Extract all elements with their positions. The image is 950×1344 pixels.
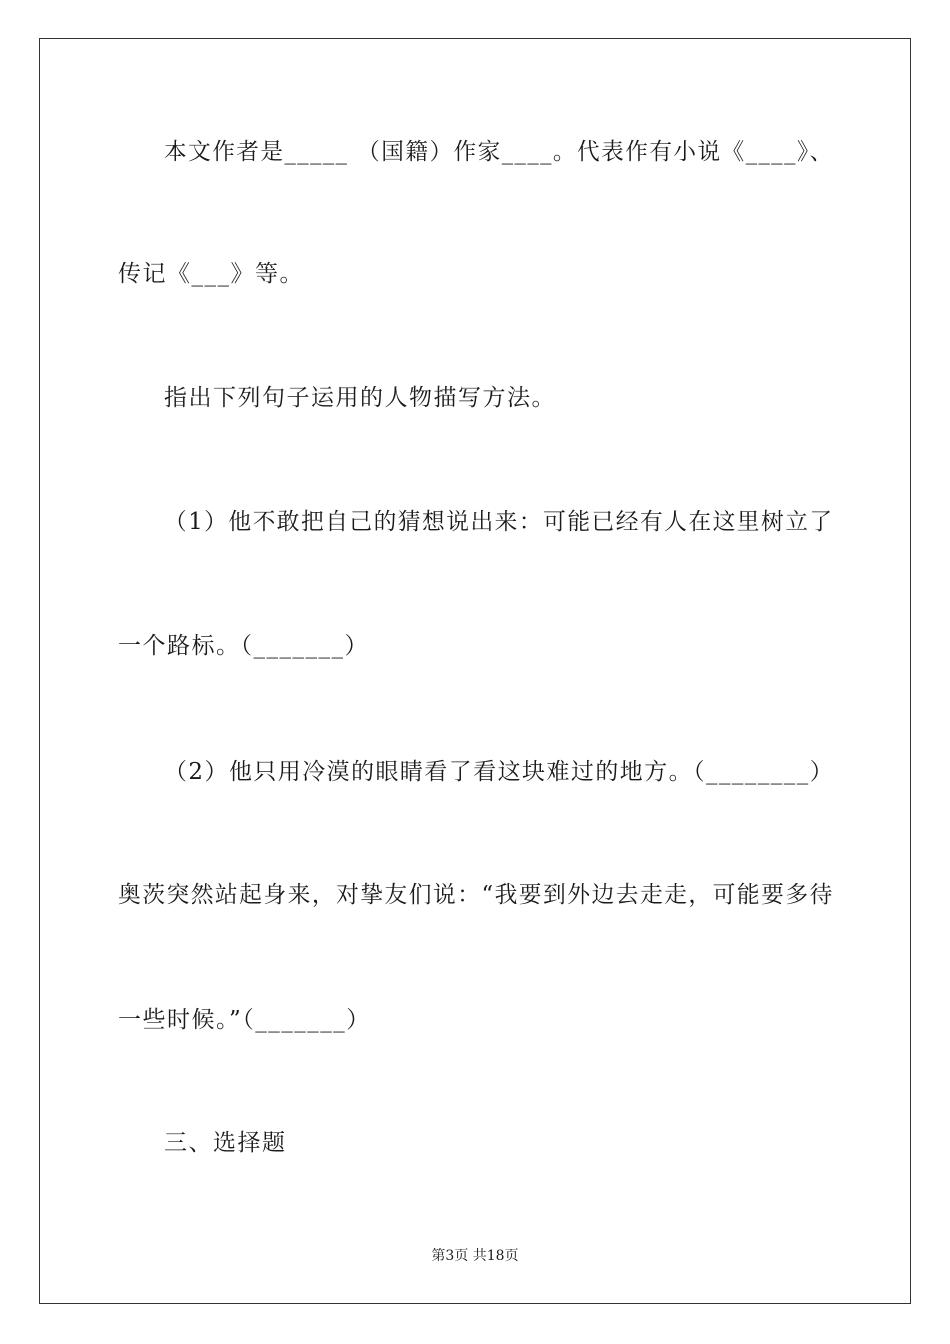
question-3-line-1: 奥茨突然站起身来，对挚友们说：“我要到外边去走走，可能要多待 [118, 882, 834, 908]
question-3-line-2: 一些时候。”（_______） [118, 1007, 371, 1033]
section-heading-choice: 三、选择题 [164, 1130, 287, 1156]
question-1-line-2: 一个路标。（_______） [118, 633, 369, 659]
text-line-author: 本文作者是_____ （国籍）作家____。代表作有小说《____》、 [164, 139, 834, 165]
question-heading-description: 指出下列句子运用的人物描写方法。 [164, 385, 556, 411]
text-line-biography: 传记《___》等。 [118, 261, 304, 287]
page-number-footer: 第3页 共18页 [431, 1248, 519, 1264]
question-1-line-1: （1）他不敢把自己的猜想说出来：可能已经有人在这里树立了 [164, 509, 834, 535]
page-border [39, 38, 911, 1304]
question-2: （2）他只用冷漠的眼睛看了看这块难过的地方。（________） [164, 759, 835, 785]
